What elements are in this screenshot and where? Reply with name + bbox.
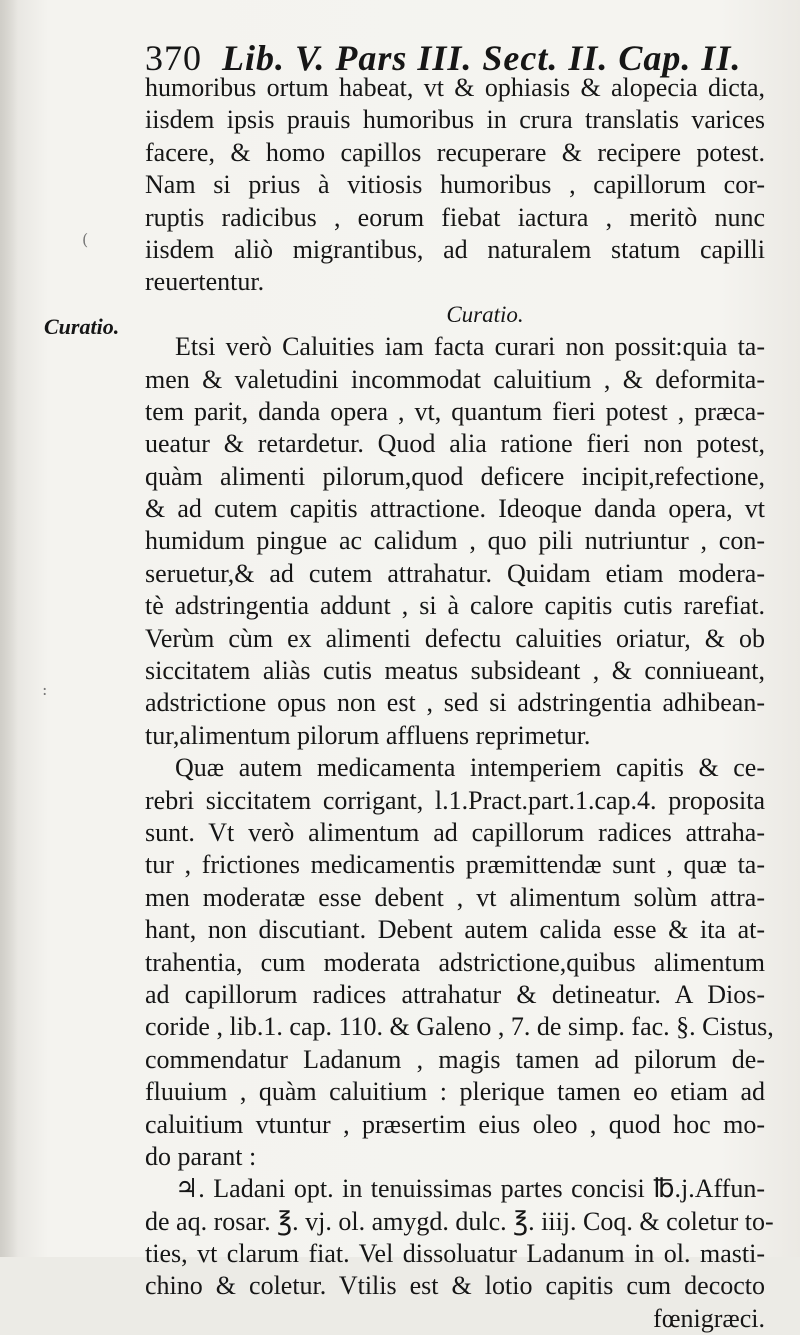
- text-line: caluitium vtuntur , præsertim eius oleo , quod hoc mo-: [145, 1109, 765, 1139]
- margin-note-curatio: Curatio.: [44, 314, 120, 339]
- recipe-line: de aq. rosar. ℥. vj. ol. amygd. dulc. ℥. iiij. Coq. & coletur to-: [145, 1206, 774, 1236]
- section-heading: Curatio.: [446, 301, 524, 327]
- text-line: quàm alimenti pilorum,quod deficere incipit,refectione,: [145, 461, 765, 491]
- text-line: tur , frictiones medicamentis præmittendæ sunt , quæ ta-: [145, 850, 765, 880]
- text-line: men moderatæ esse debent , vt alimentum solùm attra-: [145, 882, 765, 912]
- text-line: siccitatem aliàs cutis meatus subsideant , & conniueant,: [145, 656, 765, 686]
- text-line: iisdem aliò migrantibus, ad naturalem statum capilli: [145, 234, 765, 264]
- text-line: iisdem ipsis prauis humoribus in crura translatis varices: [145, 105, 765, 135]
- text-line: ruptis radicibus , eorum fiebat iactura , meritò nunc: [145, 202, 765, 232]
- text-line: hant, non discutiant. Debent autem calida esse & ita at-: [145, 915, 765, 945]
- recipe-line: ties, vt clarum fiat. Vel dissoluatur Ladanum in ol. masti-: [145, 1239, 765, 1269]
- text-line: Nam si prius à vitiosis humoribus , capillorum cor-: [145, 170, 765, 200]
- text-line: men & valetudini incommodat caluitium , & deformita-: [145, 364, 765, 394]
- text-line: Etsi verò Caluities iam facta curari non possit:quia ta-: [175, 332, 765, 362]
- running-head: Lib. V. Pars III. Sect. II. Cap. II.: [222, 38, 742, 78]
- page-speck: (: [82, 230, 89, 249]
- page-speck: :: [42, 680, 48, 699]
- text-line: fluuium , quàm caluitium : plerique tamen eo etiam ad: [145, 1077, 765, 1107]
- body-text: [145, 72, 774, 1335]
- text-line: & ad cutem capitis attractione. Ideoque danda opera, vt: [145, 494, 765, 524]
- text-line: humoribus ortum habeat, vt & ophiasis & alopecia dicta,: [145, 73, 765, 102]
- text-line: coride , lib.1. cap. 110. & Galeno , 7. de simp. fac. §. Cistus,: [145, 1012, 774, 1042]
- text-line: ad capillorum radices attrahatur & detineatur. A Dios-: [145, 979, 765, 1009]
- text-line: commendatur Ladanum , magis tamen ad pilorum de-: [145, 1044, 765, 1074]
- recipe-line: chino & coletur. Vtilis est & lotio capitis cum decocto: [145, 1271, 765, 1301]
- text-line: tur,alimentum pilorum affluens reprimetur.: [145, 720, 591, 750]
- text-line: facere, & homo capillos recuperare & recipere potest.: [145, 137, 765, 167]
- recipe-line: ♃. Ladani opt. in tenuissimas partes concisi ℔.j.Affun-: [175, 1174, 765, 1204]
- page-number: 370: [145, 38, 202, 78]
- text-line: rebri siccitatem corrigant, l.1.Pract.part.1.cap.4. proposita: [145, 785, 765, 815]
- text-line: tè adstringentia addunt , si à calore capitis cutis rarefiat.: [145, 591, 765, 621]
- text-line: reuertentur.: [145, 267, 265, 297]
- text-line: Verùm cùm ex alimenti defectu caluities oriatur, & ob: [145, 623, 765, 653]
- text-line: sunt. Vt verò alimentum ad capillorum radices attraha-: [145, 817, 765, 847]
- text-line: humidum pingue ac calidum , quo pili nutriuntur , con-: [145, 526, 765, 556]
- recipe-line: fœnigræci.: [653, 1303, 765, 1333]
- text-line: tem parit, danda opera , vt, quantum fieri potest , præca-: [145, 396, 765, 426]
- text-line: adstrictione opus non est , sed si adstringentia adhibean-: [145, 688, 765, 718]
- text-line: Quæ autem medicamenta intemperiem capitis & ce-: [175, 753, 765, 783]
- text-line: do parant :: [145, 1141, 257, 1171]
- text-line: trahentia, cum moderata adstrictione,quibus alimentum: [145, 947, 765, 977]
- text-line: seruetur,& ad cutem attrahatur. Quidam etiam modera-: [145, 558, 765, 588]
- page-gutter-shadow: [0, 0, 18, 1257]
- text-line: ueatur & retardetur. Quod alia ratione fieri non potest,: [145, 429, 765, 459]
